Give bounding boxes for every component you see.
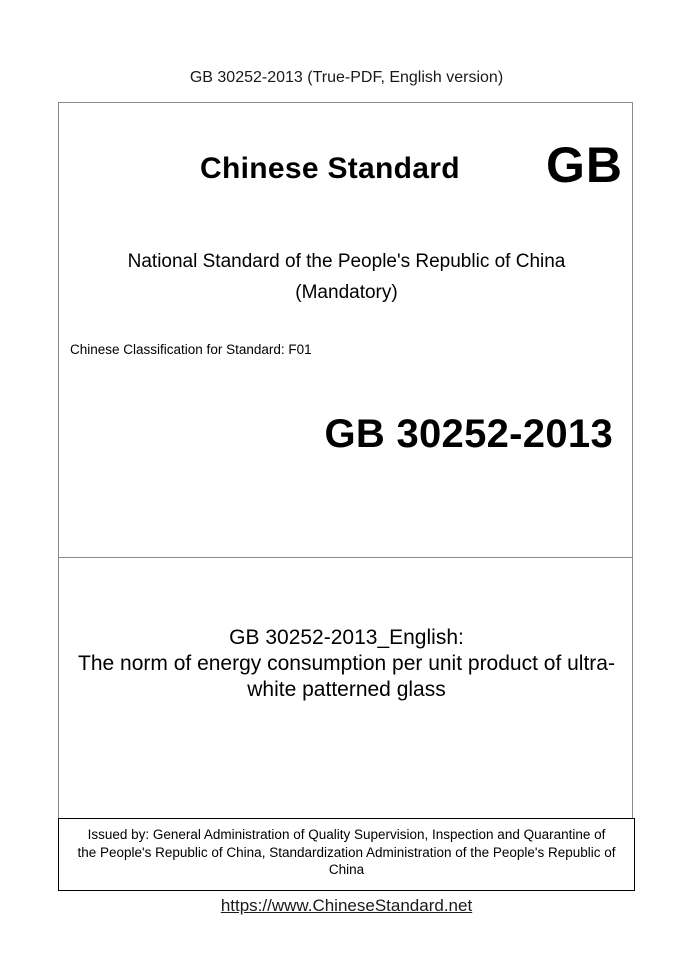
standard-heading: Chinese Standard [200,152,460,185]
issued-by-line-3: China [328,862,365,877]
page-header-title: GB 30252-2013 (True-PDF, English version) [189,69,504,86]
national-standard-line: National Standard of the People's Republic of China [127,251,566,272]
standard-number: GB 30252-2013 [324,412,613,456]
classification-text: Chinese Classification for Standard: F01 [70,342,312,357]
document-title [70,625,623,703]
website-link[interactable]: https://www.ChineseStandard.net [220,896,473,915]
document-title-line-2: The norm of energy consumption per unit product of ultra- [78,652,615,675]
issued-by-line-2: the People's Republic of China, Standardization Administration of the People's Republic of [77,844,616,860]
gb-logo: GB [546,137,623,193]
issued-by-text [60,826,633,879]
document-title-line-1: GB 30252-2013_English: [229,626,464,649]
document-title-line-3: white patterned glass [247,678,446,701]
mandatory-line: (Mandatory) [295,282,398,303]
issued-by-line-1: Issued by: General Administration of Quality Supervision, Inspection and Quarantine of [87,827,606,842]
